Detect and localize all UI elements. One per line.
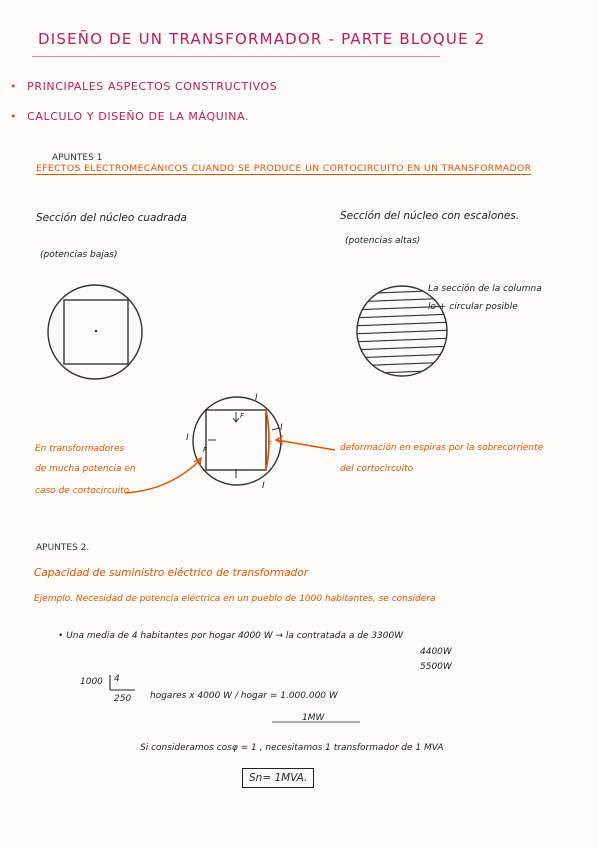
arrow-left-icon — [125, 458, 201, 493]
division-dividend: 1000 — [80, 677, 103, 687]
svg-text:I: I — [186, 433, 189, 443]
svg-text:I: I — [262, 481, 265, 491]
assumption-line: • Una media de 4 habitantes por hogar 4000 W → la contratada a de 3300W — [58, 631, 404, 641]
svg-text:F: F — [240, 412, 245, 420]
bullet-item-1: • PRINCIPALES ASPECTOS CONSTRUCTIVOS — [10, 80, 278, 93]
bullet-dot-icon: • — [10, 110, 18, 123]
right-subcaption: (potencias altas) — [345, 236, 421, 246]
right-note-1: La sección de la columna — [428, 284, 542, 294]
square-core-diagram — [48, 285, 142, 379]
calculation-line: hogares x 4000 W / hogar = 1.000.000 W — [150, 691, 338, 701]
conclusion-line: Si consideramos cosφ = 1 , necesitamos 1 transformador de 1 MVA — [140, 743, 444, 753]
megawatt-result: 1MW — [302, 713, 325, 723]
right-orange-note-1: deformación en espiras por la sobrecorriente — [340, 443, 544, 453]
division-quotient: 250 — [114, 694, 132, 704]
bullet-item-2: • CALCULO Y DISEÑO DE LA MÁQUINA. — [10, 110, 250, 123]
page-title: DISEÑO DE UN TRANSFORMADOR - PARTE BLOQUE 2 — [38, 30, 486, 48]
svg-text:F: F — [203, 446, 208, 454]
left-orange-note-2: de mucha potencia en — [35, 464, 136, 474]
svg-text:I: I — [255, 393, 258, 403]
svg-text:I: I — [280, 423, 283, 433]
section-heading-1: EFECTOS ELECTROMECÁNICOS CUANDO SE PRODUCE UN CORTOCIRCUITO EN UN TRANSFORMADOR — [36, 163, 532, 174]
short-circuit-diagram — [186, 393, 283, 491]
result-box: Sn= 1MVA. — [242, 768, 314, 788]
bullet-dot-icon: • — [10, 80, 18, 93]
section-heading-2: Capacidad de suministro eléctrico de transformador — [34, 567, 309, 579]
option-5500: 5500W — [420, 662, 452, 672]
left-orange-note-3: caso de cortocircuito — [35, 486, 130, 496]
apuntes-1-label: APUNTES 1 — [52, 153, 103, 163]
option-4400: 4400W — [420, 647, 452, 657]
apuntes-2-label: APUNTES 2. — [36, 543, 90, 553]
right-caption: Sección del núcleo con escalones. — [340, 210, 520, 222]
left-subcaption: (potencias bajas) — [40, 250, 118, 260]
svg-text:F: F — [268, 440, 273, 448]
left-orange-note-1: En transformadores — [35, 444, 125, 454]
stepped-core-diagram — [350, 286, 455, 376]
arrow-right-icon — [276, 436, 335, 450]
right-note-2: lo + circular posible — [428, 302, 518, 312]
right-orange-note-2: del cortocircuito — [340, 464, 414, 474]
example-line: Ejemplo. Necesidad de potencia eléctrica en un pueblo de 1000 habitantes, se considera — [34, 594, 436, 604]
left-caption: Sección del núcleo cuadrada — [36, 212, 187, 224]
division-divisor: 4 — [114, 674, 120, 684]
